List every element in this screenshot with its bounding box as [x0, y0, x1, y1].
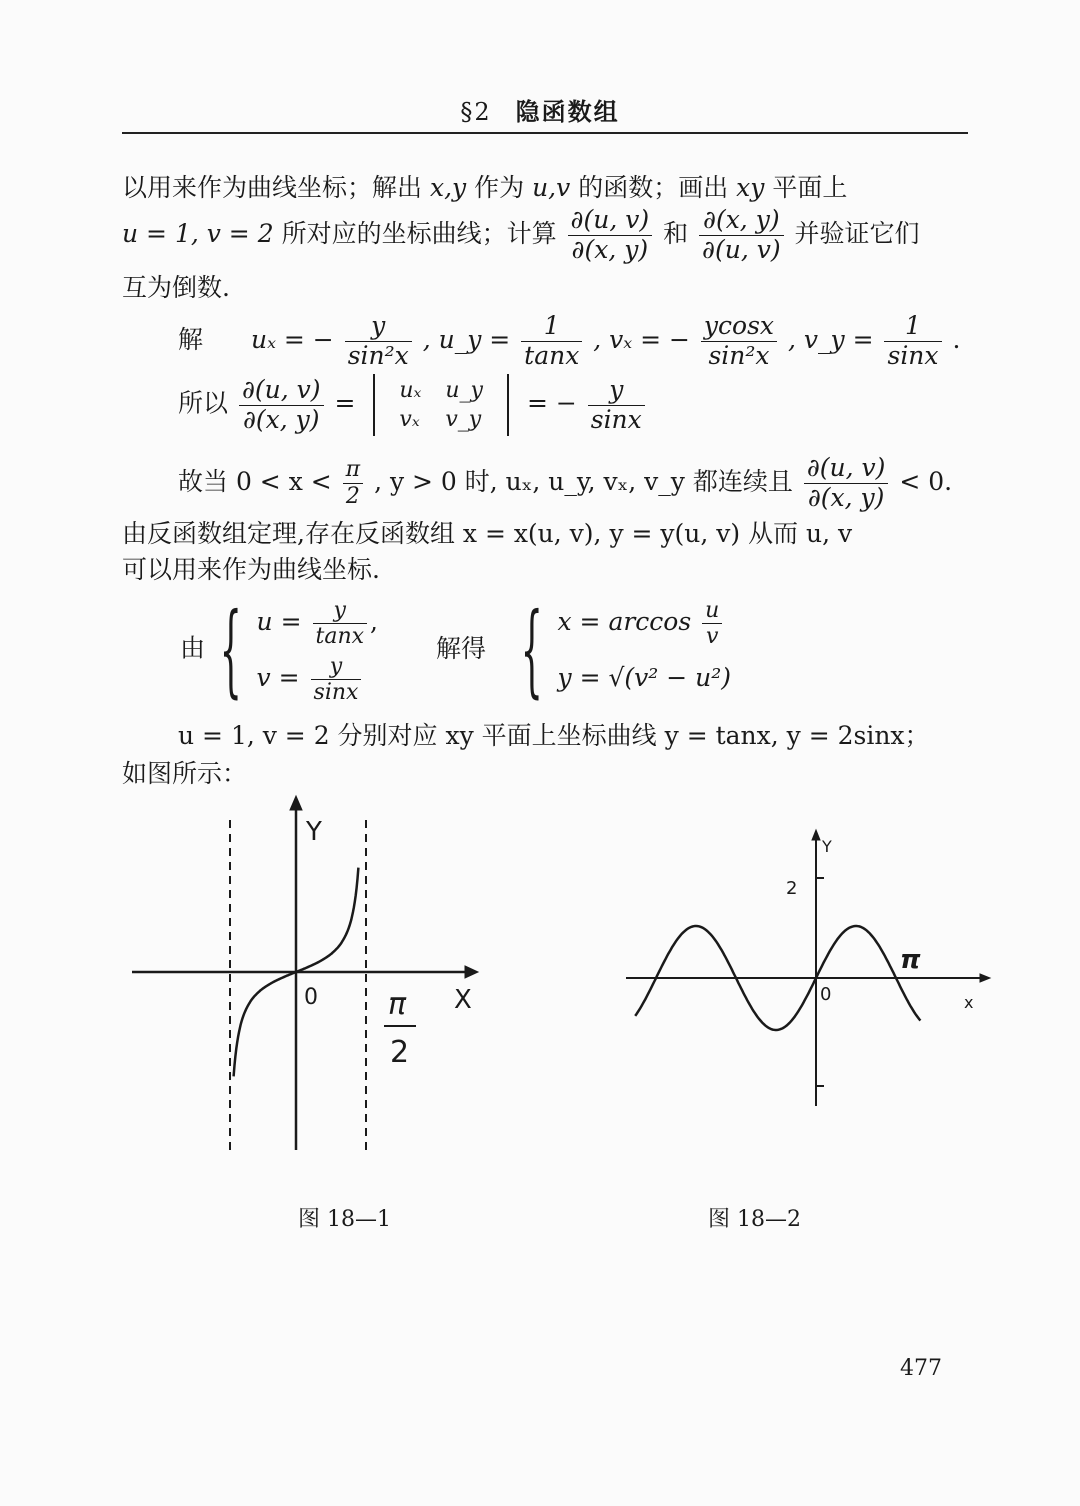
math-uv: u,v — [532, 173, 571, 202]
fraction: $\frac{\partial(u, v)}{\partial(x, y)}$ — [804, 454, 889, 513]
running-header — [0, 92, 1080, 127]
header-rule — [122, 132, 968, 134]
two-label: 2 — [390, 1035, 410, 1070]
fraction: $\frac{y}{\sin x}$ — [588, 376, 645, 435]
text-segment: 并验证它们 — [794, 218, 920, 248]
fraction: $\frac{u}{v}$ — [702, 598, 722, 650]
x-axis-label: x — [964, 993, 974, 1012]
origin-label: 0 — [304, 985, 318, 1010]
text-segment: 所以 — [178, 388, 229, 418]
fraction: $\frac{\partial(u, v)}{\partial(x, y)}$ — [239, 376, 324, 435]
math-text: uₓ = − — [250, 324, 334, 354]
text-segment: 由 — [180, 633, 206, 663]
matrix-cell: uₓ — [399, 378, 422, 403]
equation-system — [180, 591, 732, 708]
jacobian-determinant — [178, 374, 648, 436]
math-text: x = arccos — [557, 607, 692, 636]
continuity-line — [178, 454, 952, 513]
matrix-cell: vₓ — [399, 407, 420, 432]
text-segment: 作为 — [474, 173, 525, 202]
figure-tan-graph — [120, 790, 490, 1160]
jacobian-xy-uv: $\frac{\partial(x, y)}{\partial(u, v)}$ — [699, 206, 784, 265]
curves-line-2: 如图所示： — [122, 759, 248, 788]
text-line-1 — [122, 168, 847, 204]
fraction: $\frac{y}{\sin x}$ — [311, 654, 362, 706]
figure-1-caption: 图 18—1 — [298, 1207, 391, 1232]
text-segment: 以用来作为曲线坐标；解出 — [122, 173, 423, 202]
x-axis-arrow — [465, 966, 478, 978]
math-text: , y > 0 时, uₓ, u_y, vₓ, v_y 都连续且 — [374, 466, 793, 496]
text-segment: 解得 — [435, 633, 486, 663]
text-line-2 — [122, 206, 920, 265]
math-text: = — [334, 388, 356, 418]
jacobian-uv-xy: $\frac{\partial(u, v)}{\partial(x, y)}$ — [568, 206, 653, 265]
pi-label: π — [388, 987, 407, 1022]
text-line-3: 互为倒数. — [122, 273, 230, 302]
matrix-cell: u_y — [445, 378, 483, 403]
left-brace: { — [520, 591, 543, 708]
fraction: $\frac{\pi}{2}$ — [343, 457, 363, 509]
left-brace: { — [219, 591, 242, 708]
curves-line-1: u = 1, v = 2 分别对应 xy 平面上坐标曲线 y = tanx, y = 2sinx； — [178, 721, 930, 750]
tick-label-2: 2 — [786, 878, 798, 899]
fraction: $\frac{y}{\tan x}$ — [313, 598, 368, 650]
math-text: , — [370, 607, 378, 636]
system-right — [558, 594, 732, 706]
text-segment: 所对应的坐标曲线；计算 — [281, 218, 557, 248]
x-axis-arrow — [980, 974, 990, 982]
fraction: $\frac{1}{\sin x}$ — [884, 312, 941, 371]
fraction: $\frac{ycosx}{\text{sin²x}}$ — [701, 312, 777, 371]
math-xy: x,y — [429, 173, 467, 202]
y-axis-label: Y — [822, 837, 832, 856]
y-axis-label: Y — [306, 817, 322, 847]
fraction: $\frac{1}{\tan x}$ — [521, 312, 582, 371]
text-segment: 的函数；画出 — [578, 173, 729, 202]
y-axis-arrow — [812, 830, 820, 840]
math-text: u = — [256, 607, 302, 636]
math-text: , vₓ = − — [593, 324, 690, 354]
section-number: §2 — [460, 98, 492, 126]
inverse-line-1: 由反函数组定理,存在反函数组 x = x(u, v), y = y(u, v) 从而 u, v — [122, 519, 853, 548]
solution-partials — [178, 312, 960, 371]
inverse-line-2: 可以用来作为曲线坐标. — [122, 555, 380, 584]
pi-label: π — [900, 945, 921, 975]
y-axis-arrow — [290, 796, 302, 810]
text-segment: 和 — [663, 218, 689, 248]
text-segment: 平面上 — [772, 173, 848, 202]
section-title: 隐函数组 — [515, 97, 620, 126]
math-text: . — [952, 324, 961, 354]
math-text: 故当 0 < x < — [178, 466, 332, 496]
math-text: y = √(v² − u²) — [557, 663, 732, 692]
math-text: v = — [256, 663, 300, 692]
page-number: 477 — [900, 1356, 942, 1381]
x-axis-label: X — [454, 985, 472, 1015]
fraction: $\frac{y}{\text{sin²x}}$ — [345, 312, 412, 371]
figure-sin-graph — [620, 826, 1000, 1116]
math-xy-plane: xy — [736, 173, 765, 202]
determinant-matrix — [373, 374, 509, 436]
math-text: = − — [526, 388, 577, 418]
math-text: < 0. — [899, 466, 953, 496]
matrix-cell: v_y — [445, 407, 482, 432]
math-uv-values: u = 1, v = 2 — [122, 218, 274, 248]
math-text: , u_y = — [422, 324, 511, 354]
math-text: , v_y = — [787, 324, 874, 354]
solution-label: 解 — [178, 324, 204, 354]
figure-2-caption: 图 18—2 — [708, 1207, 801, 1232]
origin-label: 0 — [820, 984, 832, 1005]
system-left — [257, 594, 378, 706]
